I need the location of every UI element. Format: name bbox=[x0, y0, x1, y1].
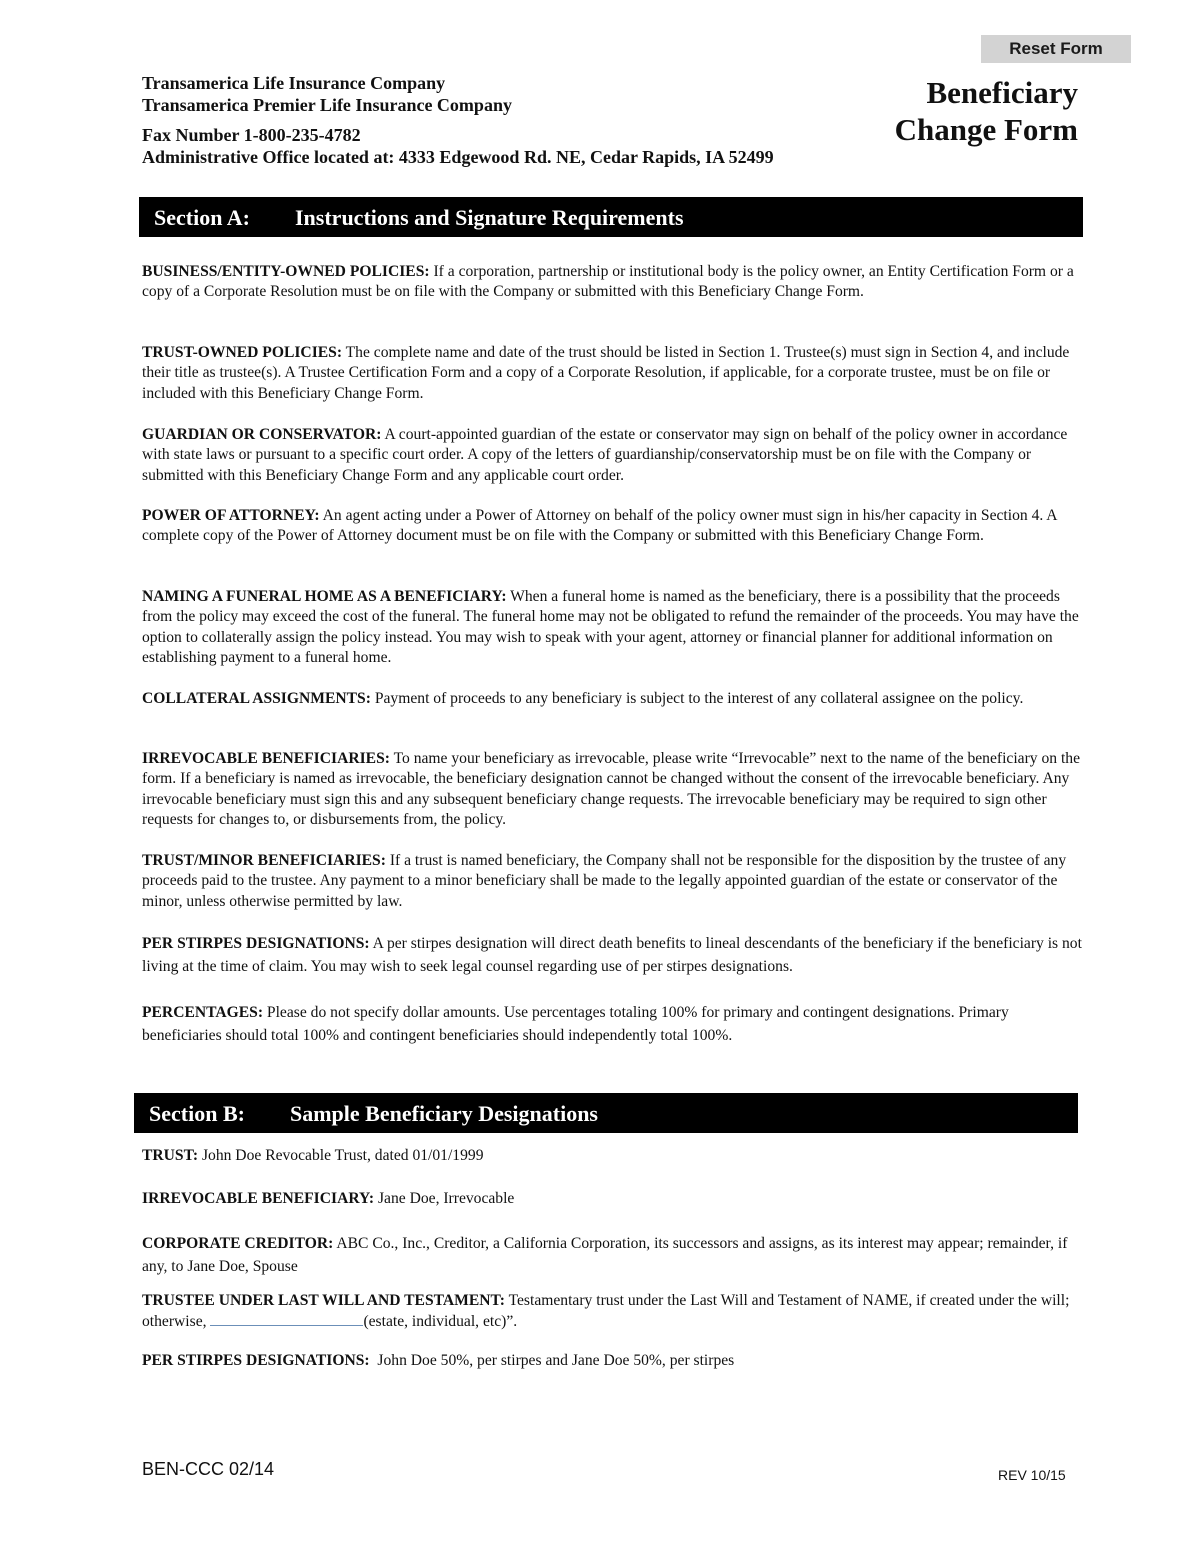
revision-code: REV 10/15 bbox=[998, 1467, 1066, 1483]
company-header bbox=[142, 72, 774, 168]
section-a-label: Section A: bbox=[154, 205, 250, 230]
instruction-funeral-home: NAMING A FUNERAL HOME AS A BENEFICIARY: When a funeral home is named as the beneficiary, there is a possibility that the proceeds from the policy may exceed the cost of the funeral. The funeral home may not be obligated to refund the remainder of the proceeds. You may have the option to collaterally assign the policy instead. You may wish to speak with your agent, attorney or financial planner for additional information on establishing payment to a funeral home. bbox=[142, 588, 1079, 666]
section-b-title: Sample Beneficiary Designations bbox=[290, 1101, 598, 1126]
instruction-irrevocable: IRREVOCABLE BENEFICIARIES: To name your beneficiary as irrevocable, please write “Irrevocable” next to the name of the beneficiary on the form. If a beneficiary is named as irrevocable, the beneficiary designation cannot be changed without the consent of the irrevocable beneficiary. Any irrevocable beneficiary must sign this and any subsequent beneficiary change requests. The irrevocable beneficiary may be required to sign other requests for changes to, or disbursements from, the policy. bbox=[142, 750, 1081, 828]
form-title bbox=[895, 74, 1078, 148]
instruction-power-of-attorney: POWER OF ATTORNEY: An agent acting under a Power of Attorney on behalf of the policy owner must sign in his/her capacity in Section 4. A complete copy of the Power of Attorney document must be on file with the Company or submitted with this Beneficiary Change Form. bbox=[142, 507, 1057, 545]
instruction-trust-owned: TRUST-OWNED POLICIES: The complete name and date of the trust should be listed in Section 1. Trustee(s) must sign in Section 4, and include their title as trustee(s). A Trustee Certification Form and a copy of a Corporate Resolution, if applicable, for a corporate trustee, must be on file or included with this Beneficiary Change Form. bbox=[142, 344, 1070, 402]
sample-trustee-will: TRUSTEE UNDER LAST WILL AND TESTAMENT: Testamentary trust under the Last Will and Testament of NAME, if created under the will; otherwise, (estate, individual, etc)”. bbox=[142, 1292, 1070, 1331]
company-name-1: Transamerica Life Insurance Company bbox=[142, 73, 446, 93]
section-b-header bbox=[134, 1093, 1078, 1133]
instruction-collateral: COLLATERAL ASSIGNMENTS: Payment of proceeds to any beneficiary is subject to the interest of any collateral assignee on the policy. bbox=[142, 690, 1024, 707]
form-title-line-1: Beneficiary bbox=[926, 75, 1078, 110]
office-address: Administrative Office located at: 4333 Edgewood Rd. NE, Cedar Rapids, IA 52499 bbox=[142, 147, 774, 167]
section-a-title: Instructions and Signature Requirements bbox=[295, 205, 684, 230]
fax-number: Fax Number 1-800-235-4782 bbox=[142, 125, 361, 145]
blank-underline bbox=[210, 1311, 363, 1326]
instruction-percentages: PERCENTAGES: Please do not specify dollar amounts. Use percentages totaling 100% for primary and contingent designations. Primary beneficiaries should total 100% and contingent beneficiaries should independently total 100%. bbox=[142, 1004, 1009, 1044]
section-b-label: Section B: bbox=[149, 1101, 245, 1126]
instruction-guardian: GUARDIAN OR CONSERVATOR: A court-appointed guardian of the estate or conservator may sign on behalf of the policy owner in accordance with state laws or pursuant to a specific court order. A copy of the letters of guardianship/conservatorship must be on file with the Company or submitted with this Beneficiary Change Form and any applicable court order. bbox=[142, 426, 1068, 484]
reset-form-button[interactable]: Reset Form bbox=[981, 35, 1131, 63]
section-a-header bbox=[139, 197, 1083, 237]
instruction-business-entity: BUSINESS/ENTITY-OWNED POLICIES: If a corporation, partnership or institutional body is the policy owner, an Entity Certification Form or a copy of a Corporate Resolution must be on file with the Company or submitted with this Beneficiary Change Form. bbox=[142, 263, 1074, 301]
company-name-2: Transamerica Premier Life Insurance Company bbox=[142, 95, 512, 115]
sample-corporate-creditor: CORPORATE CREDITOR: ABC Co., Inc., Creditor, a California Corporation, its successors and assigns, as its interest may appear; remainder, if any, to Jane Doe, Spouse bbox=[142, 1235, 1068, 1275]
instruction-trust-minor: TRUST/MINOR BENEFICIARIES: If a trust is named beneficiary, the Company shall not be responsible for the disposition by the trustee of any proceeds paid to the trustee. Any payment to a minor beneficiary shall be made to the legally appointed guardian of the estate or conservator of the minor, unless otherwise permitted by law. bbox=[142, 852, 1067, 910]
form-title-line-2: Change Form bbox=[894, 112, 1078, 147]
sample-per-stirpes: PER STIRPES DESIGNATIONS: John Doe 50%, per stirpes and Jane Doe 50%, per stirpes bbox=[142, 1352, 735, 1369]
sample-trust: TRUST: John Doe Revocable Trust, dated 01/01/1999 bbox=[142, 1147, 484, 1164]
form-code: BEN-CCC 02/14 bbox=[142, 1459, 275, 1479]
sample-irrevocable: IRREVOCABLE BENEFICIARY: Jane Doe, Irrevocable bbox=[142, 1190, 515, 1207]
instruction-per-stirpes: PER STIRPES DESIGNATIONS: A per stirpes designation will direct death benefits to lineal descendants of the beneficiary if the beneficiary is not living at the time of claim. You may wish to seek legal counsel regarding use of per stirpes designations. bbox=[142, 935, 1082, 975]
